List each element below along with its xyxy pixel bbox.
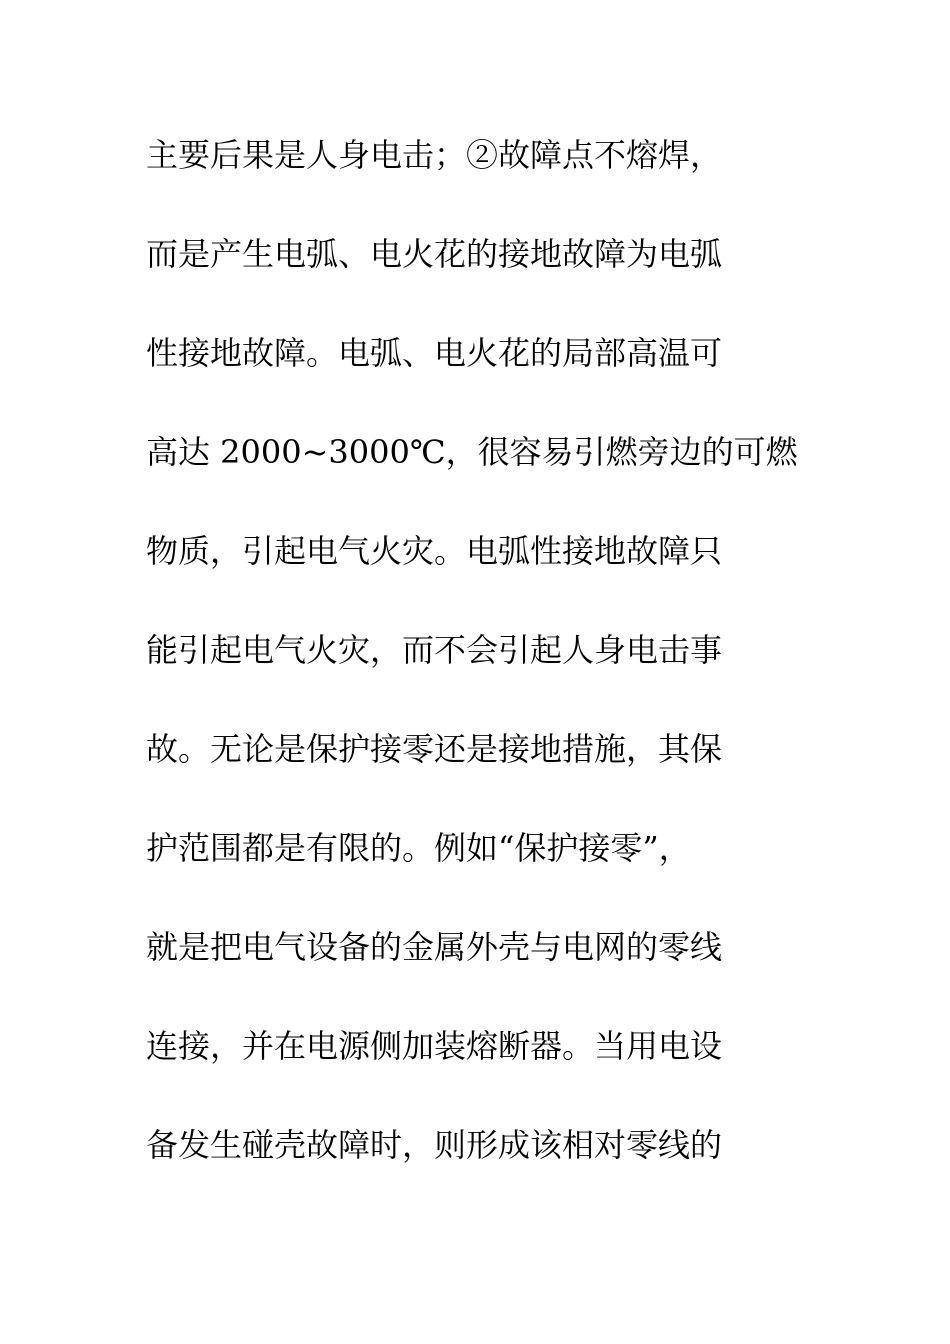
text-line: 主要后果是人身电击；②故障点不熔焊，: [146, 136, 723, 174]
text-line: 备发生碰壳故障时，则形成该相对零线的: [146, 1126, 723, 1164]
text-line: 就是把电气设备的金属外壳与电网的零线: [146, 928, 723, 966]
text-line: 能引起电气火灾，而不会引起人身电击事: [146, 631, 723, 669]
text-line: 故。无论是保护接零还是接地措施，其保: [146, 730, 723, 768]
text-line: 连接，并在电源侧加装熔断器。当用电设: [146, 1027, 723, 1065]
text-line: 性接地故障。电弧、电火花的局部高温可: [146, 334, 723, 372]
text-line: 高达 2000~3000℃，很容易引燃旁边的可燃: [146, 433, 798, 471]
text-line: 护范围都是有限的。例如“保护接零”，: [146, 829, 691, 867]
text-line: 而是产生电弧、电火花的接地故障为电弧: [146, 235, 723, 273]
body-text: [146, 128, 826, 1217]
text-line: 物质，引起电气火灾。电弧性接地故障只: [146, 532, 723, 570]
